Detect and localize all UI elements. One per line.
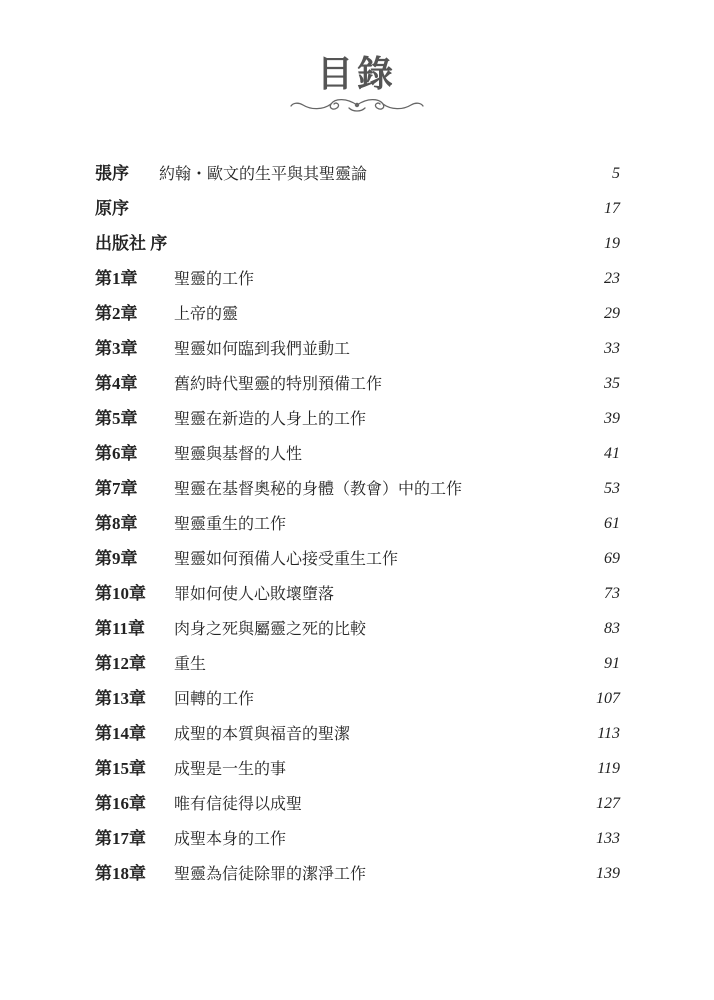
page-number: 83 (604, 620, 620, 637)
page-number: 35 (604, 375, 620, 392)
toc-entry[interactable] (0, 192, 714, 227)
chapter-title: 聖靈為信徒除罪的潔淨工作 (174, 864, 367, 883)
chapter-label: 出版社 序 (95, 234, 168, 253)
page-number: 61 (604, 515, 620, 532)
toc-entry[interactable] (0, 752, 714, 787)
chapter-title: 聖靈如何預備人心接受重生工作 (174, 549, 399, 568)
chapter-title: 成聖的本質與福音的聖潔 (174, 724, 351, 743)
page-number: 19 (604, 235, 620, 252)
chapter-label: 第16章 (95, 794, 146, 813)
chapter-label: 第4章 (95, 374, 138, 393)
toc-entry[interactable] (0, 682, 714, 717)
page-number: 53 (604, 480, 620, 497)
toc-entry[interactable] (0, 297, 714, 332)
chapter-title: 聖靈在基督奧秘的身體（教會）中的工作 (174, 479, 463, 498)
toc-entry[interactable] (0, 402, 714, 437)
chapter-label: 第5章 (95, 409, 138, 428)
toc-entry[interactable] (0, 157, 714, 192)
toc-entry[interactable] (0, 577, 714, 612)
page-number: 39 (604, 410, 620, 427)
chapter-label: 原序 (95, 199, 129, 218)
toc-entry[interactable] (0, 717, 714, 752)
toc-entry[interactable] (0, 857, 714, 892)
chapter-title: 聖靈如何臨到我們並動工 (174, 339, 351, 358)
chapter-title: 聖靈重生的工作 (174, 514, 287, 533)
chapter-title: 聖靈在新造的人身上的工作 (174, 409, 367, 428)
page-number: 91 (604, 655, 620, 672)
chapter-label: 第3章 (95, 339, 138, 358)
chapter-title: 肉身之死與屬靈之死的比較 (174, 619, 367, 638)
chapter-label: 第15章 (95, 759, 146, 778)
page-number: 119 (597, 760, 620, 777)
page-number: 33 (604, 340, 620, 357)
page-number: 139 (596, 865, 620, 882)
toc-entry[interactable] (0, 787, 714, 822)
chapter-title: 罪如何使人心敗壞墮落 (174, 584, 335, 603)
toc-entry[interactable] (0, 647, 714, 682)
toc-entry[interactable] (0, 227, 714, 262)
page-number: 5 (612, 165, 620, 182)
chapter-title: 聖靈的工作 (174, 269, 255, 288)
toc-entry[interactable] (0, 612, 714, 647)
page-number: 113 (597, 725, 620, 742)
chapter-label: 張序 (95, 164, 129, 183)
toc-entry[interactable] (0, 262, 714, 297)
chapter-label: 第12章 (95, 654, 146, 673)
chapter-title: 回轉的工作 (174, 689, 255, 708)
toc-entry[interactable] (0, 822, 714, 857)
chapter-title: 成聖是一生的事 (174, 759, 287, 778)
toc-entry[interactable] (0, 437, 714, 472)
toc-entry[interactable] (0, 507, 714, 542)
toc-entry[interactable] (0, 332, 714, 367)
page-number: 69 (604, 550, 620, 567)
chapter-label: 第2章 (95, 304, 138, 323)
chapter-label: 第9章 (95, 549, 138, 568)
chapter-label: 第11章 (95, 619, 146, 638)
chapter-label: 第10章 (95, 584, 146, 603)
page-number: 23 (604, 270, 620, 287)
chapter-title: 舊約時代聖靈的特別預備工作 (174, 374, 383, 393)
table-of-contents (0, 157, 714, 892)
chapter-label: 第17章 (95, 829, 146, 848)
page-number: 107 (596, 690, 620, 707)
chapter-title: 重生 (174, 654, 207, 673)
scroll-flourish-icon (287, 96, 427, 114)
chapter-label: 第7章 (95, 479, 138, 498)
page-title: 目錄 (316, 53, 397, 95)
chapter-label: 第14章 (95, 724, 146, 743)
chapter-label: 第18章 (95, 864, 146, 883)
chapter-title: 唯有信徒得以成聖 (174, 794, 303, 813)
page-number: 127 (596, 795, 620, 812)
page-number: 73 (604, 585, 620, 602)
page-number: 17 (604, 200, 620, 217)
chapter-title: 上帝的靈 (174, 304, 239, 323)
chapter-title: 成聖本身的工作 (174, 829, 287, 848)
toc-entry[interactable] (0, 367, 714, 402)
chapter-title: 聖靈與基督的人性 (174, 444, 303, 463)
chapter-label: 第6章 (95, 444, 138, 463)
chapter-label: 第13章 (95, 689, 146, 708)
toc-entry[interactable] (0, 542, 714, 577)
page-number: 29 (604, 305, 620, 322)
chapter-label: 第1章 (95, 269, 138, 288)
chapter-label: 第8章 (95, 514, 138, 533)
chapter-title: 約翰・歐文的生平與其聖靈論 (159, 164, 368, 183)
page-number: 41 (604, 445, 620, 462)
toc-entry[interactable] (0, 472, 714, 507)
page-number: 133 (596, 830, 620, 847)
